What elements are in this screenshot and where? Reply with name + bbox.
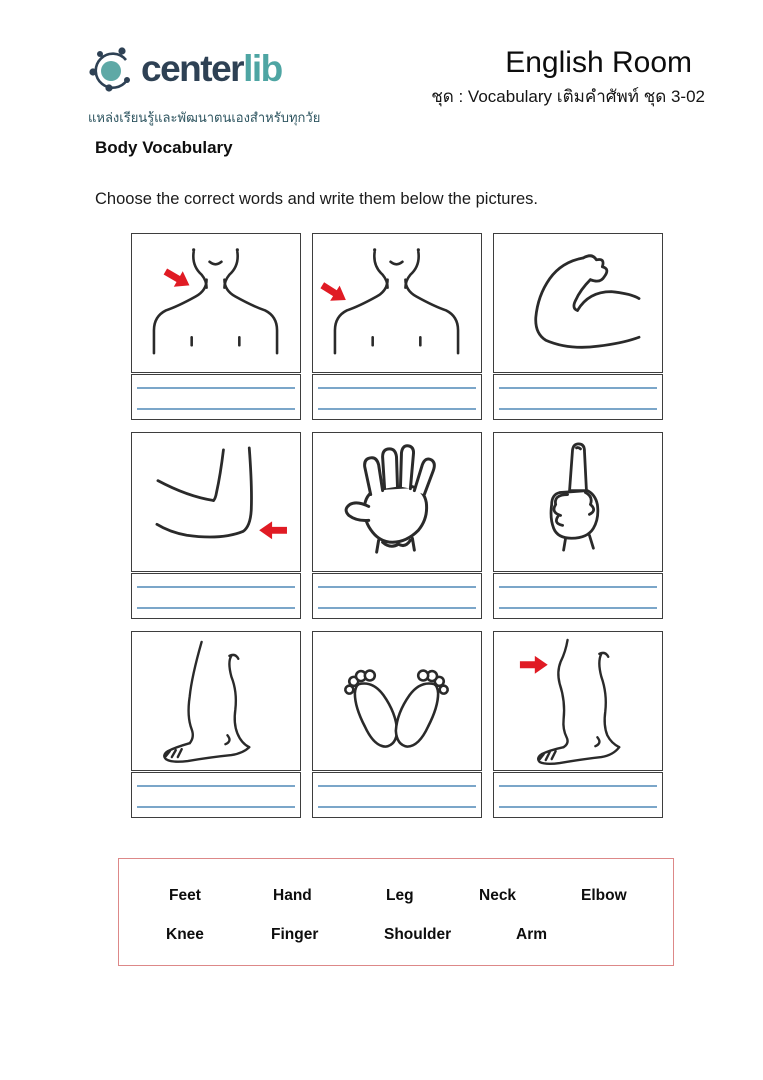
brand-primary: center: [141, 48, 244, 89]
answer-box: [493, 573, 663, 619]
word-bank-item: Knee: [166, 926, 204, 943]
picture-box: [493, 631, 663, 771]
answer-box: [131, 573, 301, 619]
writing-line: [318, 785, 476, 787]
answer-box: [131, 374, 301, 420]
answer-box: [312, 573, 482, 619]
page-subtitle: ชุด : Vocabulary เติมคำศัพท์ ชุด 3-02: [431, 87, 705, 106]
red-arrow-icon: [318, 278, 351, 308]
header-right: [431, 46, 705, 110]
picture-card-finger: [493, 432, 663, 619]
page-title: English Room: [505, 46, 692, 79]
writing-line: [318, 387, 476, 389]
writing-line: [318, 408, 476, 410]
picture-card-elbow: [131, 432, 301, 619]
writing-line: [137, 806, 295, 808]
writing-line: [318, 806, 476, 808]
brand-tagline: แหล่งเรียนรู้และพัฒนาตนเองสำหรับทุกวัย: [88, 110, 321, 125]
feet-soles-illustration: [313, 632, 480, 769]
picture-box: [131, 631, 301, 771]
writing-line: [499, 408, 657, 410]
answer-box: [131, 772, 301, 818]
word-bank-item: Finger: [271, 926, 319, 943]
picture-box: [312, 432, 482, 572]
word-bank-item: Elbow: [581, 887, 627, 904]
picture-card-knee: [493, 631, 663, 818]
elbow-arrow-illustration: [132, 433, 299, 570]
picture-box: [312, 631, 482, 771]
centerlib-logo-icon: [86, 42, 138, 96]
answer-box: [312, 374, 482, 420]
picture-box: [493, 233, 663, 373]
neck-arrow-illustration: [132, 234, 299, 371]
word-bank-item: Arm: [516, 926, 548, 943]
answer-box: [493, 772, 663, 818]
picture-box: [131, 233, 301, 373]
brand-secondary: lib: [243, 48, 282, 89]
worksheet-heading: Body Vocabulary: [95, 138, 233, 157]
pointing-finger-illustration: [494, 433, 661, 570]
picture-box: [131, 432, 301, 572]
knee-arrow-illustration: [494, 632, 661, 769]
picture-card-neck: [131, 233, 301, 420]
picture-box: [312, 233, 482, 373]
writing-line: [318, 586, 476, 588]
worksheet-instruction: Choose the correct words and write them below the pictures.: [95, 190, 538, 208]
picture-box: [493, 432, 663, 572]
answer-box: [493, 374, 663, 420]
answer-box: [312, 772, 482, 818]
picture-card-shoulder: [312, 233, 482, 420]
writing-line: [499, 387, 657, 389]
brand-wordmark: [141, 50, 282, 87]
writing-line: [318, 607, 476, 609]
writing-line: [499, 586, 657, 588]
writing-line: [499, 607, 657, 609]
writing-line: [137, 785, 295, 787]
writing-line: [137, 586, 295, 588]
word-bank: [118, 858, 674, 966]
bicep-arm-illustration: [494, 234, 661, 371]
writing-line: [499, 785, 657, 787]
word-bank-item: Shoulder: [384, 926, 452, 943]
picture-card-feet: [312, 631, 482, 818]
shoulder-arrow-illustration: [313, 234, 480, 371]
writing-line: [137, 607, 295, 609]
leg-illustration: [132, 632, 299, 769]
red-arrow-icon: [259, 521, 287, 539]
open-hand-illustration: [313, 433, 480, 570]
word-bank-item: Leg: [386, 887, 414, 904]
red-arrow-icon: [161, 264, 194, 293]
word-bank-item: Neck: [479, 887, 517, 904]
word-bank-item: Hand: [273, 887, 312, 904]
picture-card-hand: [312, 432, 482, 619]
writing-line: [499, 806, 657, 808]
writing-line: [137, 408, 295, 410]
picture-card-leg: [131, 631, 301, 818]
word-bank-item: Feet: [169, 887, 201, 904]
writing-line: [137, 387, 295, 389]
picture-card-arm: [493, 233, 663, 420]
red-arrow-icon: [520, 656, 548, 674]
